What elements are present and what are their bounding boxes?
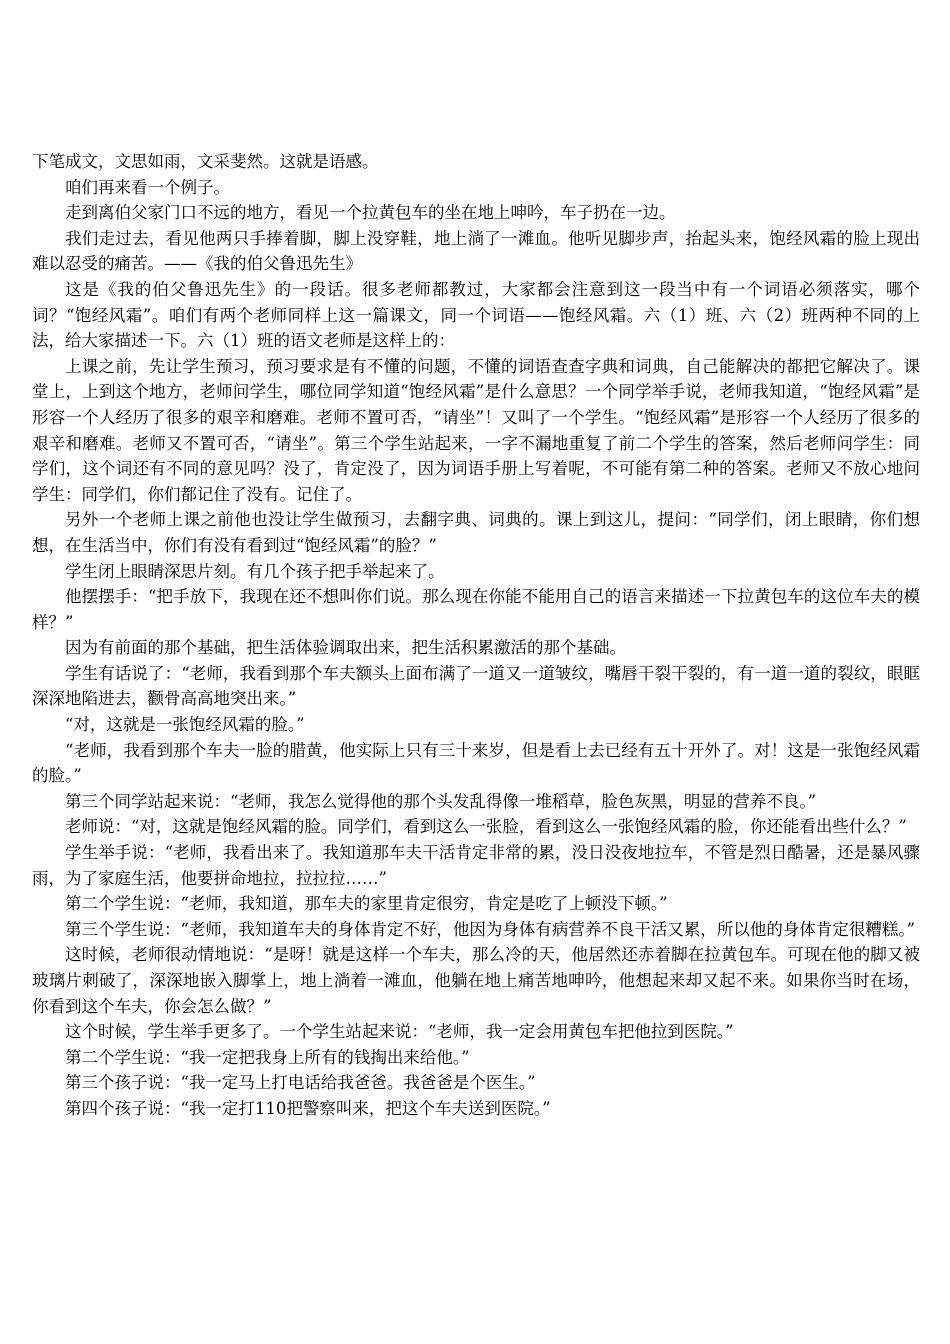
paragraph: 第二个学生说：“老师，我知道，那车夫的家里肯定很穷，肯定是吃了上顿没下顿。” [65, 894, 668, 914]
paragraph: 学生闭上眼睛深思片刻。有几个孩子把手举起来了。 [65, 561, 445, 581]
paragraph: 因为有前面的那个基础，把生活体验调取出来，把生活积累激活的那个基础。 [65, 638, 626, 658]
paragraph: “老师，我看到那个车夫一脸的腊黄，他实际上只有三十来岁，但是看上去已经有五十开外了。对！这是一张饱经风霜的脸。” [32, 740, 920, 786]
paragraph: “对，这就是一张饱经风霜的脸。” [65, 715, 305, 735]
paragraph: 上课之前，先让学生预习，预习要求是有不懂的问题，不懂的词语查查字典和词典，自己能解决的都把它解决了。课堂上，上到这个地方，老师问学生，哪位同学知道“饱经风霜”是什么意思？一个同学举手说，老师我知道，“饱经风霜”是形容一个人经历了很多的艰辛和磨难。老师不置可否，“请坐”！又叫了一个学生。“饱经风霜”是形容一个人经历了很多的艰辛和磨难。老师又不置可否，“请坐”。第三个学生站起来，一字不漏地重复了前二个学生的答案，然后老师问学生：同学们，这个词还有不同的意见吗？没了，肯定没了，因为词语手册上写着呢，不可能有第二种的答案。老师又不放心地问学生：同学们，你们都记住了没有。记住了。 [32, 356, 920, 504]
paragraph: 咱们再来看一个例子。 [65, 177, 230, 197]
paragraph: 第三个同学站起来说：“老师，我怎么觉得他的那个头发乱得像一堆稻草，脸色灰黑，明显的营养不良。” [65, 791, 817, 811]
paragraph: 老师说：“对，这就是饱经风霜的脸。同学们，看到这么一张脸，看到这么一张饱经风霜的脸，你还能看出些什么？” [65, 817, 907, 837]
paragraph: 这是《我的伯父鲁迅先生》的一段话。很多老师都教过，大家都会注意到这一段当中有一个词语必须落实，哪个词？“饱经风霜”。咱们有两个老师同样上这一篇课文，同一个词语——饱经风霜。六（1）班、六（2）班两种不同的上法，给大家描述一下。六（1）班的语文老师是这样上的： [32, 279, 920, 351]
paragraph: 第二个学生说：“我一定把我身上所有的钱掏出来给他。” [65, 1047, 470, 1067]
paragraph: 下笔成文，文思如雨，文采斐然。这就是语感。 [32, 152, 379, 171]
paragraph: 学生举手说：“老师，我看出来了。我知道那车夫干活肯定非常的累，没日没夜地拉车，不管是烈日酷暑，还是暴风骤雨，为了家庭生活，他要拼命地拉，拉拉拉……” [32, 843, 920, 888]
paragraph: 走到离伯父家门口不远的地方，看见一个拉黄包车的坐在地上呻吟，车子扔在一边。 [65, 203, 676, 223]
paragraph: 第四个孩子说：“我一定打110把警察叫来，把这个车夫送到医院。” [65, 1098, 551, 1118]
paragraph: 他摆摆手：“把手放下，我现在还不想叫你们说。那么现在你能不能用自己的语言来描述一下拉黄包车的这位车夫的模样？” [32, 587, 920, 632]
quoted-passage: 我们走过去，看见他两只手捧着脚，脚上没穿鞋，地上淌了一滩血。他听见脚步声，抬起头来，饱经风霜的脸上现出难以忍受的痛苦。——《我的伯父鲁迅先生》 [32, 228, 920, 274]
paragraph: 另外一个老师上课之前他也没让学生做预习，去翻字典、词典的。课上到这儿，提问：“同学们，闭上眼睛，你们想想，在生活当中，你们有没有看到过“饱经风霜”的脸？” [32, 510, 920, 555]
document-body [32, 149, 920, 1122]
paragraph: 学生有话说了：“老师，我看到那个车夫额头上面布满了一道又一道皱纹，嘴唇干裂干裂的，有一道一道的裂纹，眼眶深深地陷进去，颧骨高高地突出来。” [32, 663, 920, 709]
paragraph: 这时候，老师很动情地说：“是呀！就是这样一个车夫，那么冷的天，他居然还赤着脚在拉黄包车。可现在他的脚又被玻璃片刺破了，深深地嵌入脚掌上，地上淌着一滩血，他躺在地上痛苦地呻吟，他想起来却又起不来。如果你当时在场，你看到这个车夫，你会怎么做？” [32, 945, 920, 1016]
paragraph: 第三个学生说：“老师，我知道车夫的身体肯定不好，他因为身体有病营养不良干活又累，所以他的身体肯定很糟糕。” [65, 919, 916, 939]
paragraph: 这个时候，学生举手更多了。一个学生站起来说：“老师，我一定会用黄包车把他拉到医院。” [65, 1022, 734, 1042]
paragraph: 第三个孩子说：“我一定马上打电话给我爸爸。我爸爸是个医生。” [65, 1073, 536, 1093]
